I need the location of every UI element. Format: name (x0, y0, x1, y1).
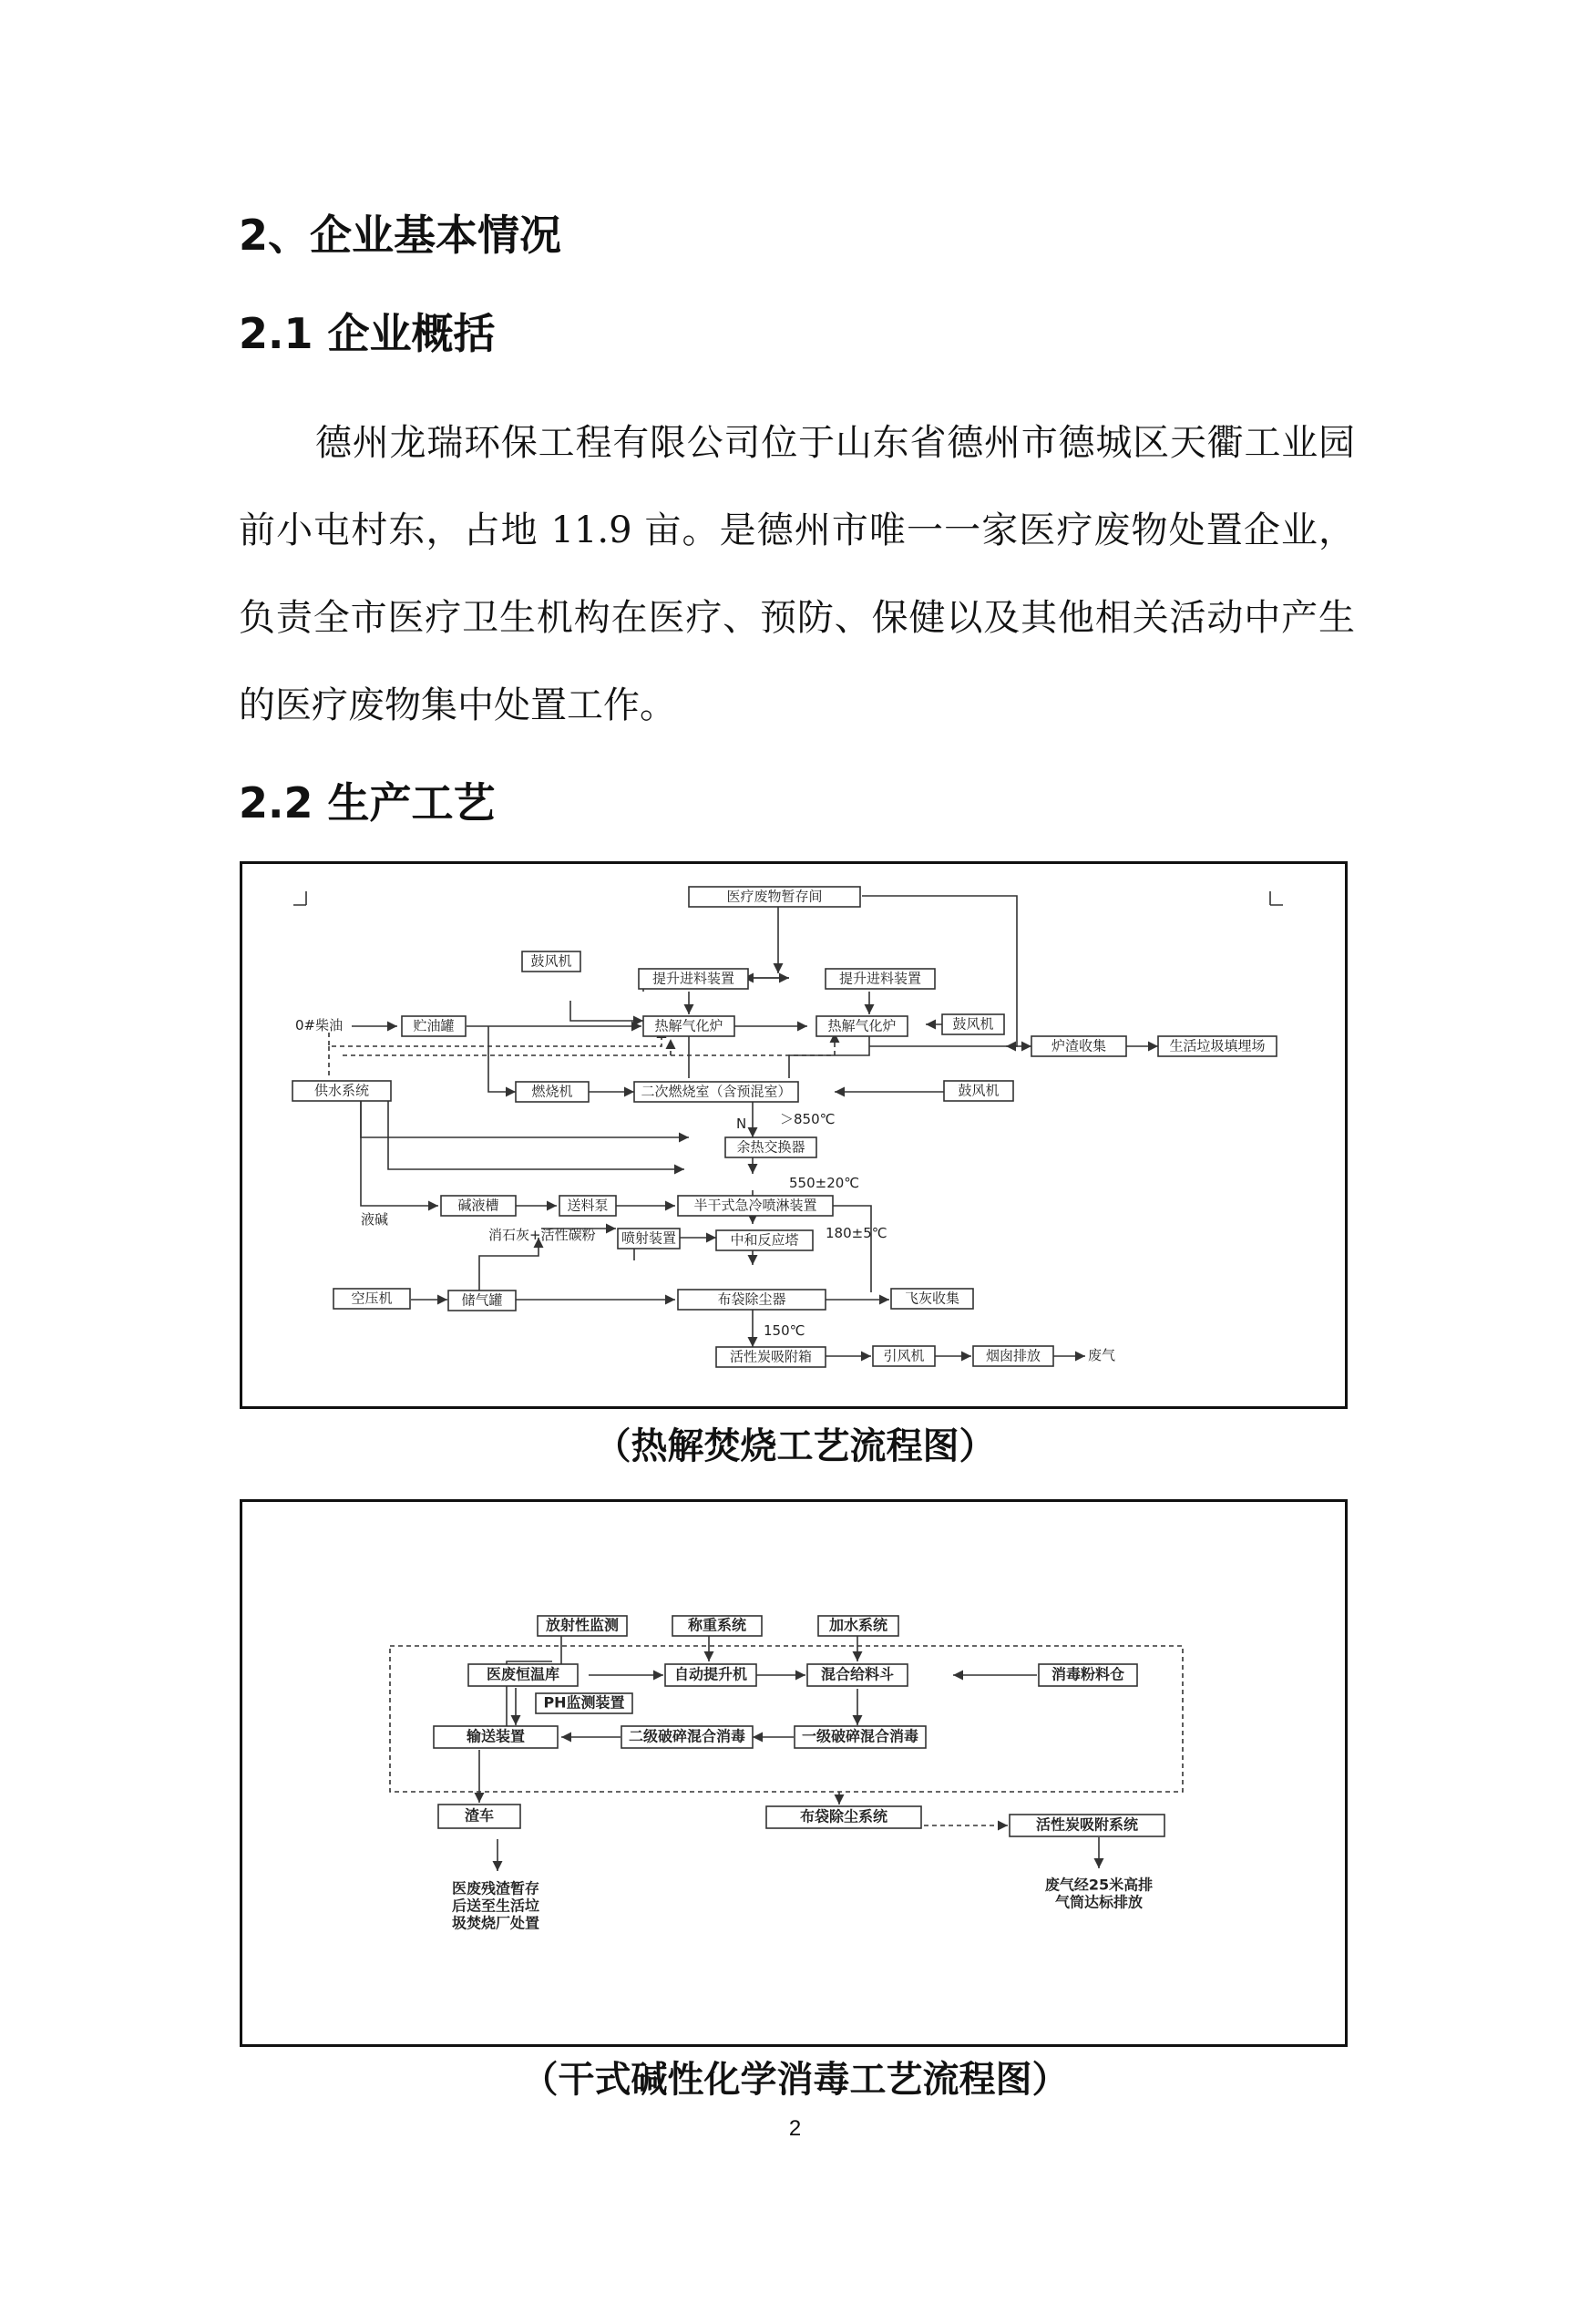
page-number: 2 (788, 2116, 802, 2141)
node-fly-ash (891, 1289, 973, 1309)
svg-text:提升进料装置: 提升进料装置 (838, 970, 922, 987)
node-water (292, 1081, 391, 1101)
node-hopper (807, 1664, 908, 1686)
node-stack (973, 1346, 1053, 1366)
node-induced-fan (873, 1346, 935, 1366)
svg-text:炉渣收集: 炉渣收集 (1051, 1037, 1107, 1054)
section-title: 2、企业基本情况 (239, 211, 562, 260)
node-weighing (672, 1616, 762, 1636)
pyrolysis-flow-diagram (242, 864, 1345, 1406)
node-landfill (1158, 1036, 1277, 1056)
node-bag-dust (766, 1806, 921, 1828)
svg-text:二次燃烧室（含预混室）: 二次燃烧室（含预混室） (641, 1083, 792, 1100)
node-crush-1 (795, 1726, 926, 1748)
node-ph-monitor (536, 1693, 632, 1713)
node-storage (689, 887, 860, 907)
node-add-water (818, 1616, 898, 1636)
svg-text:PH监测装置: PH监测装置 (543, 1693, 625, 1712)
node-powder-silo (1039, 1664, 1137, 1686)
note-residue (452, 1880, 539, 1932)
svg-text:＞850℃: ＞850℃ (780, 1111, 836, 1127)
svg-text:热解气化炉: 热解气化炉 (654, 1017, 723, 1034)
overview-paragraph: 德州龙瑞环保工程有限公司位于山东省德州市德城区天衢工业园前小屯村东，占地 11.9 亩。是德州市唯一一家医疗废物处置企业，负责全市医疗卫生机构在医疗、预防、保健以及其他相关活动中产生的医疗废物集中处置工作。 (239, 422, 1355, 726)
note-exhaust (1045, 1877, 1153, 1911)
svg-text:后送至生活垃: 后送至生活垃 (451, 1897, 540, 1915)
svg-text:生活垃圾填埋场: 生活垃圾填埋场 (1169, 1037, 1266, 1054)
svg-text:布袋除尘系统: 布袋除尘系统 (799, 1807, 888, 1825)
svg-text:鼓风机: 鼓风机 (952, 1015, 994, 1033)
svg-text:提升进料装置: 提升进料装置 (651, 970, 735, 987)
svg-text:半干式急冷喷淋装置: 半干式急冷喷淋装置 (693, 1197, 817, 1214)
svg-text:混合给料斗: 混合给料斗 (820, 1665, 895, 1683)
node-lift-1 (639, 969, 748, 989)
svg-text:中和反应塔: 中和反应塔 (730, 1231, 799, 1249)
node-oil-tank (402, 1016, 466, 1036)
node-burner (516, 1082, 589, 1102)
node-air-tank (448, 1291, 516, 1311)
node-pyrolysis-2 (816, 1016, 908, 1036)
svg-text:550±20℃: 550±20℃ (789, 1175, 860, 1191)
svg-text:180±5℃: 180±5℃ (826, 1225, 887, 1241)
svg-text:放射性监测: 放射性监测 (545, 1616, 620, 1634)
svg-text:N: N (736, 1116, 747, 1132)
svg-text:0#柴油: 0#柴油 (295, 1017, 344, 1033)
svg-text:气筒达标排放: 气筒达标排放 (1054, 1893, 1144, 1911)
svg-text:飞灰收集: 飞灰收集 (904, 1290, 960, 1307)
svg-text:布袋除尘器: 布袋除尘器 (717, 1291, 786, 1308)
svg-text:液碱: 液碱 (361, 1211, 389, 1228)
node-blower-1 (522, 951, 580, 972)
svg-text:热解气化炉: 热解气化炉 (827, 1017, 897, 1034)
node-quench (678, 1196, 833, 1216)
node-slag-car (438, 1805, 520, 1828)
figure2-caption: （干式碱性化学消毒工艺流程图） (521, 2059, 1069, 2101)
node-blower-2 (942, 1014, 1004, 1034)
node-blower-3 (944, 1081, 1013, 1101)
node-auto-lift (665, 1664, 756, 1686)
svg-text:鼓风机: 鼓风机 (530, 952, 572, 970)
svg-text:喷射装置: 喷射装置 (621, 1229, 677, 1247)
node-pyrolysis-1 (643, 1016, 734, 1036)
figure-alkaline-disinfection-flowchart (240, 1499, 1348, 2047)
node-heat-exchanger (725, 1137, 816, 1157)
node-pump (559, 1196, 616, 1216)
svg-text:二级破碎混合消毒: 二级破碎混合消毒 (628, 1727, 746, 1745)
figure-pyrolysis-flowchart (240, 861, 1348, 1409)
node-conveyor (434, 1726, 558, 1748)
label-lime-carbon (488, 1227, 596, 1243)
node-compressor (333, 1289, 410, 1309)
node-neutralization (716, 1230, 813, 1250)
svg-text:称重系统: 称重系统 (687, 1616, 747, 1634)
svg-text:引风机: 引风机 (883, 1347, 925, 1364)
label-diesel (295, 1017, 343, 1033)
label-temp-550 (789, 1175, 859, 1191)
svg-text:医废恒温库: 医废恒温库 (486, 1665, 560, 1683)
svg-text:消毒粉料仓: 消毒粉料仓 (1051, 1665, 1125, 1683)
svg-text:送料泵: 送料泵 (567, 1197, 609, 1214)
svg-text:输送装置: 输送装置 (466, 1727, 526, 1745)
label-lye (361, 1211, 388, 1228)
node-radiation (538, 1616, 627, 1636)
node-crush-2 (621, 1726, 753, 1748)
node-lift-2 (826, 969, 935, 989)
svg-text:废气经25米高排: 废气经25米高排 (1044, 1876, 1154, 1894)
node-spray (618, 1229, 680, 1249)
svg-text:储气罐: 储气罐 (461, 1291, 503, 1309)
svg-text:贮油罐: 贮油罐 (413, 1017, 455, 1034)
subsection-title-process: 2.2 生产工艺 (239, 778, 496, 828)
svg-text:鼓风机: 鼓风机 (958, 1082, 1000, 1099)
svg-text:烟囱排放: 烟囱排放 (985, 1347, 1041, 1364)
node-slag (1031, 1036, 1126, 1056)
svg-text:碱液槽: 碱液槽 (457, 1197, 499, 1214)
svg-text:活性炭吸附箱: 活性炭吸附箱 (729, 1348, 813, 1365)
subsection-title-overview: 2.1 企业概括 (239, 309, 496, 358)
svg-text:活性炭吸附系统: 活性炭吸附系统 (1035, 1815, 1139, 1834)
svg-text:医废残渣暂存: 医废残渣暂存 (451, 1879, 540, 1897)
node-carbon-system (1010, 1815, 1164, 1836)
label-temp-150 (764, 1322, 805, 1339)
svg-text:废气: 废气 (1088, 1347, 1116, 1363)
node-secondary-chamber (634, 1082, 798, 1102)
node-carbon-box (716, 1347, 826, 1367)
label-temp-180 (826, 1225, 887, 1241)
svg-text:医疗废物暂存间: 医疗废物暂存间 (726, 888, 823, 905)
svg-text:燃烧机: 燃烧机 (531, 1083, 573, 1100)
figure1-caption: （热解焚烧工艺流程图） (594, 1425, 996, 1467)
svg-text:一级破碎混合消毒: 一级破碎混合消毒 (801, 1727, 919, 1745)
svg-text:供水系统: 供水系统 (313, 1082, 370, 1099)
label-temp-850 (780, 1111, 835, 1127)
svg-text:加水系统: 加水系统 (828, 1616, 888, 1634)
disinfection-flow-diagram (242, 1502, 1345, 2044)
svg-text:消石灰+活性碳粉: 消石灰+活性碳粉 (488, 1227, 596, 1243)
svg-text:余热交换器: 余热交换器 (736, 1138, 805, 1156)
svg-text:圾焚烧厂处置: 圾焚烧厂处置 (451, 1914, 540, 1932)
label-n (736, 1116, 746, 1132)
svg-text:自动提升机: 自动提升机 (673, 1665, 748, 1683)
label-exhaust (1088, 1347, 1115, 1363)
svg-text:渣车: 渣车 (464, 1806, 495, 1825)
node-alkali-tank (441, 1196, 516, 1216)
node-cold-store (468, 1664, 578, 1686)
node-baghouse (678, 1290, 826, 1310)
svg-text:空压机: 空压机 (351, 1290, 393, 1307)
svg-text:150℃: 150℃ (764, 1322, 805, 1339)
